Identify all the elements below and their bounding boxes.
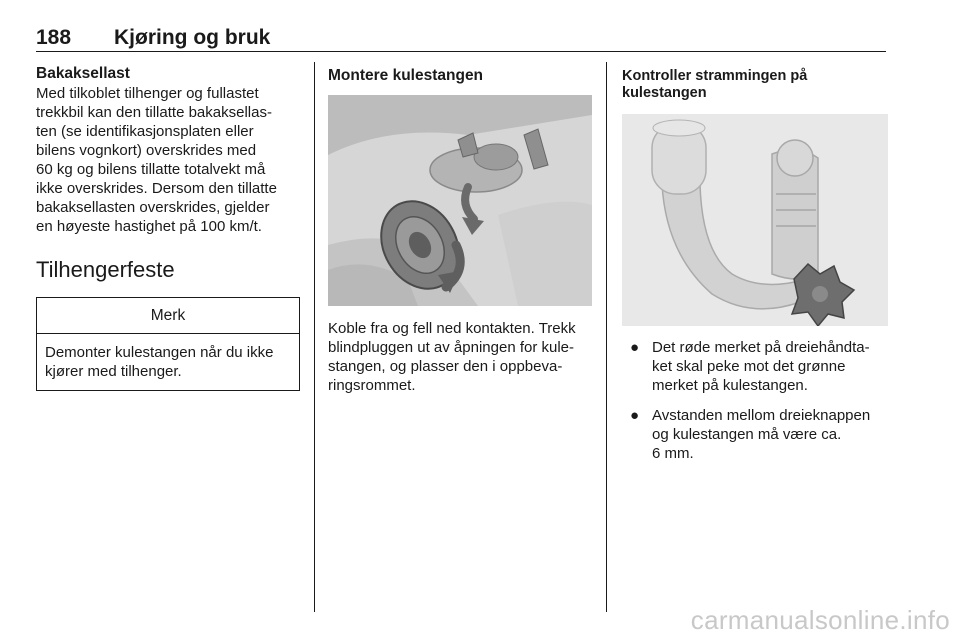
heading-tilhengerfeste: Tilhengerfeste bbox=[36, 257, 175, 282]
list-item: ● Det røde merket på dreiehåndta- ket skal peke mot det grønne merket på kulestangen. bbox=[630, 339, 870, 394]
column-1 bbox=[36, 62, 300, 391]
heading-bakaksellast: Bakaksellast bbox=[36, 65, 130, 82]
towbar-socket-illustration bbox=[328, 95, 592, 306]
bullet-icon: ● bbox=[630, 407, 640, 424]
ball-bar-illustration bbox=[622, 114, 888, 326]
column-2 bbox=[328, 62, 594, 395]
heading-kontroller-strammingen: Kontroller strammingen på kulestangen bbox=[622, 68, 808, 101]
column-divider bbox=[314, 62, 315, 612]
note-title: Merk bbox=[37, 298, 299, 334]
socket-illustration-svg bbox=[328, 95, 592, 306]
note-box bbox=[36, 297, 300, 391]
list-item: ● Avstanden mellom dreieknappen og kulestangen må være ca. 6 mm. bbox=[630, 407, 871, 462]
figure-caption: Koble fra og fell ned kontakten. Trekk blindpluggen ut av åpningen for kule- stangen, og plasser den i oppbeva- ringsrommet. bbox=[328, 320, 576, 394]
page-header bbox=[36, 22, 886, 50]
note-body: Demonter kulestangen når du ikke kjører med tilhenger. bbox=[45, 344, 274, 380]
page-number: 188 bbox=[36, 26, 72, 49]
paragraph-axle-load: Med tilkoblet tilhenger og fullastet trekkbil kan den tillatte bakaksellas- ten (se identifikasjonsplaten eller bilens vognkort) overskrides med 60 kg og bilens tillatte totalvekt må ikke overskrides. Dersom den tillatte bakaksellasten overskrides, gjelder en høyeste hastighet på 100 km/t. bbox=[36, 85, 277, 235]
header-rule bbox=[36, 51, 886, 52]
bullet-icon: ● bbox=[630, 339, 640, 356]
ball-bar-illustration-svg bbox=[622, 114, 888, 326]
bullet-list bbox=[622, 338, 888, 463]
column-divider bbox=[606, 62, 607, 612]
watermark: carmanualsonline.info bbox=[690, 605, 950, 635]
heading-montere-kulestangen: Montere kulestangen bbox=[328, 67, 484, 84]
column-3 bbox=[622, 62, 888, 474]
section-title: Kjøring og bruk bbox=[114, 26, 271, 49]
